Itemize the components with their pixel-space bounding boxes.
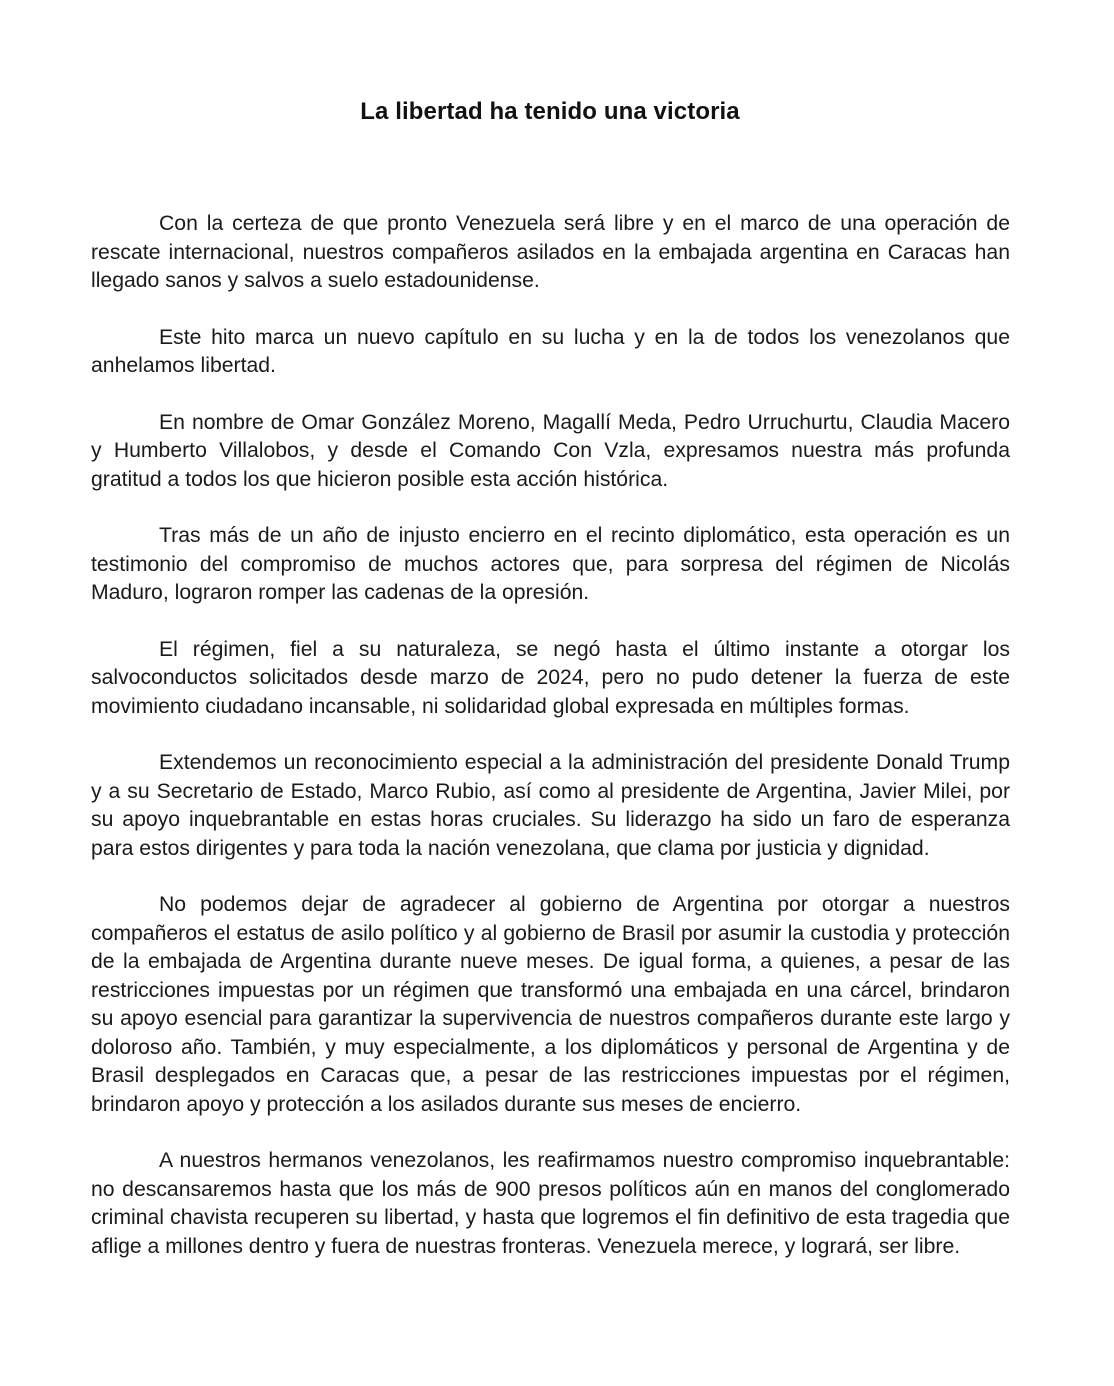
document-body	[91, 210, 1010, 1289]
paragraph-2: Este hito marca un nuevo capítulo en su lucha y en la de todos los venezolanos que anhelamos libertad.	[91, 325, 1010, 377]
paragraph-6: Extendemos un reconocimiento especial a la administración del presidente Donald Trump y a su Secretario de Estado, Marco Rubio, así como al presidente de Argentina, Javier Milei, por su apoyo inquebrantable en estas horas cruciales. Su liderazgo ha sido un faro de esperanza para estos dirigentes y para toda la nación venezolana, que clama por justicia y dignidad.	[91, 751, 1010, 860]
paragraph-3: En nombre de Omar González Moreno, Magallí Meda, Pedro Urruchurtu, Claudia Macero y Humberto Villalobos, y desde el Comando Con Vzla, expresamos nuestra más profunda gratitud a todos los que hicieron posible esta acción histórica.	[91, 410, 1010, 491]
paragraph-7: No podemos dejar de agradecer al gobierno de Argentina por otorgar a nuestros compañeros el estatus de asilo político y al gobierno de Brasil por asumir la custodia y protección de la embajada de Argentina durante nueve meses. De igual forma, a quienes, a pesar de las restricciones impuestas por un régimen que transformó una embajada en una cárcel, brindaron su apoyo esencial para garantizar la supervivencia de nuestros compañeros durante este largo y doloroso año. También, y muy especialmente, a los diplomáticos y personal de Argentina y de Brasil desplegados en Caracas que, a pesar de las restricciones impuestas por el régimen, brindaron apoyo y protección a los asilados durante sus meses de encierro.	[91, 893, 1010, 1116]
paragraph-8: A nuestros hermanos venezolanos, les reafirmamos nuestro compromiso inquebrantable: no descansaremos hasta que los más de 900 presos políticos aún en manos del conglomerado criminal chavista recuperen su libertad, y hasta que logremos el fin definitivo de esta tragedia que aflige a millones dentro y fuera de nuestras fronteras. Venezuela merece, y logrará, ser libre.	[91, 1149, 1010, 1258]
document-title: La libertad ha tenido una victoria	[360, 98, 740, 125]
paragraph-4: Tras más de un año de injusto encierro en el recinto diplomático, esta operación es un testimonio del compromiso de muchos actores que, para sorpresa del régimen de Nicolás Maduro, lograron romper las cadenas de la opresión.	[91, 524, 1010, 604]
paragraph-1: Con la certeza de que pronto Venezuela será libre y en el marco de una operación de rescate internacional, nuestros compañeros asilados en la embajada argentina en Caracas han llegado sanos y salvos a suelo estadounidense.	[91, 212, 1010, 292]
paragraph-5: El régimen, fiel a su naturaleza, se negó hasta el último instante a otorgar los salvoconductos solicitados desde marzo de 2024, pero no pudo detener la fuerza de este movimiento ciudadano incansable, ni solidaridad global expresada en múltiples formas.	[91, 637, 1010, 718]
